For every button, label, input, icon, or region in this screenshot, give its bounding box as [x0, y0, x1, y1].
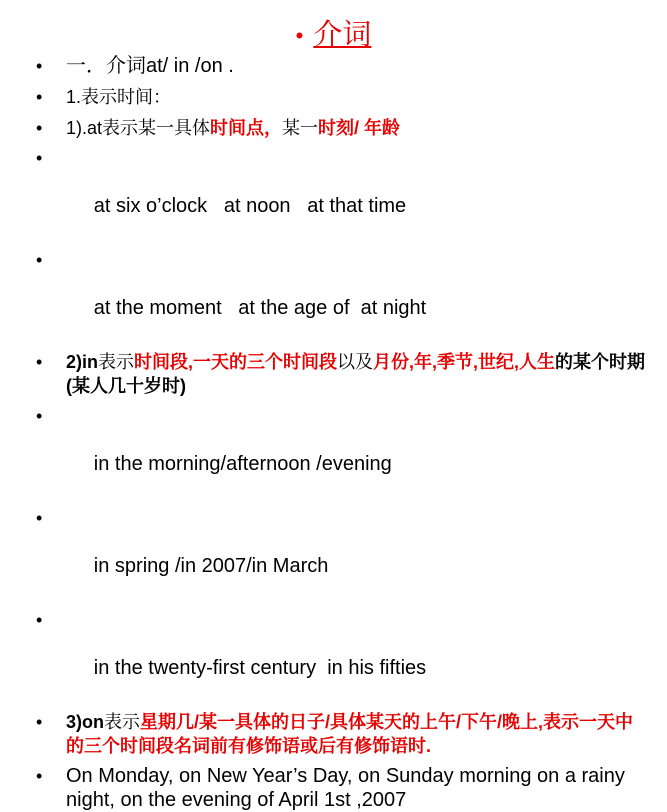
list-item	[0, 350, 667, 398]
bullet-list	[0, 54, 667, 812]
text-run: in spring /in 2007/in March	[88, 555, 329, 577]
text-run: 的某个时期(某人几十岁时)	[66, 352, 646, 396]
text-run: in the morning/afternoon /evening	[88, 453, 392, 475]
bullet-icon: •	[36, 352, 43, 372]
bullet-icon: •	[36, 56, 43, 76]
title-bullet: •	[295, 23, 304, 49]
list-item	[0, 404, 667, 500]
item-text	[88, 195, 406, 217]
bullet-icon: •	[36, 610, 43, 630]
item-text	[66, 712, 633, 756]
bullet-icon: •	[36, 118, 43, 138]
text-run: 时间段,一天的三个时间段	[134, 352, 338, 372]
text-run: at six o’clock at noon at that time	[88, 195, 407, 217]
text-run: 表示	[104, 712, 140, 732]
bullet-icon: •	[36, 508, 43, 528]
item-text	[88, 453, 392, 475]
bullet-icon: •	[36, 766, 43, 786]
text-run: 时刻/ 年龄	[318, 118, 401, 138]
text-run: 时间点，	[210, 118, 283, 138]
bullet-icon: •	[36, 148, 43, 168]
item-text	[66, 55, 234, 77]
item-text	[88, 657, 426, 679]
item-text	[66, 118, 400, 138]
bullet-icon: •	[36, 712, 43, 732]
item-text	[66, 87, 171, 107]
item-text	[66, 765, 625, 811]
list-item	[0, 116, 667, 140]
slide-title	[0, 12, 667, 53]
list-item	[0, 146, 667, 242]
list-item	[0, 54, 667, 78]
item-text	[88, 297, 426, 319]
text-run: 表示	[98, 352, 135, 372]
bullet-icon: •	[36, 87, 43, 107]
text-run: 3)on	[66, 712, 104, 732]
list-item	[0, 710, 667, 758]
text-run: 以及	[337, 352, 374, 372]
text-run: 一．介词at/ in /on .	[66, 55, 234, 77]
bullet-icon: •	[36, 406, 43, 426]
text-run: 2)in	[66, 352, 99, 372]
title-text: 介词	[313, 19, 372, 51]
text-run: 1).at表示某一具体	[66, 118, 211, 138]
text-run: 月份,年,季节,世纪,人生	[373, 352, 556, 372]
bullet-icon: •	[36, 250, 43, 270]
text-run: at the moment at the age of at night	[88, 297, 427, 319]
list-item	[0, 608, 667, 704]
item-text	[88, 555, 328, 577]
item-text	[66, 352, 645, 396]
list-item	[0, 764, 667, 812]
text-run: 星期几/某一具体的日子/具体某天的上午/下午/晚上,表示一天中的三个时间段名词前有修饰语或后有修饰语时.	[66, 712, 634, 756]
list-item	[0, 85, 667, 109]
text-run: in the twenty-first century in his fifties	[88, 657, 427, 679]
text-run: 1.表示时间：	[66, 87, 172, 107]
list-item	[0, 248, 667, 344]
text-run: On Monday, on New Year’s Day, on Sunday morning on a rainy night, on the evening of April 1st ,2007	[66, 765, 625, 811]
text-run: 某一	[282, 118, 319, 138]
list-item	[0, 506, 667, 602]
